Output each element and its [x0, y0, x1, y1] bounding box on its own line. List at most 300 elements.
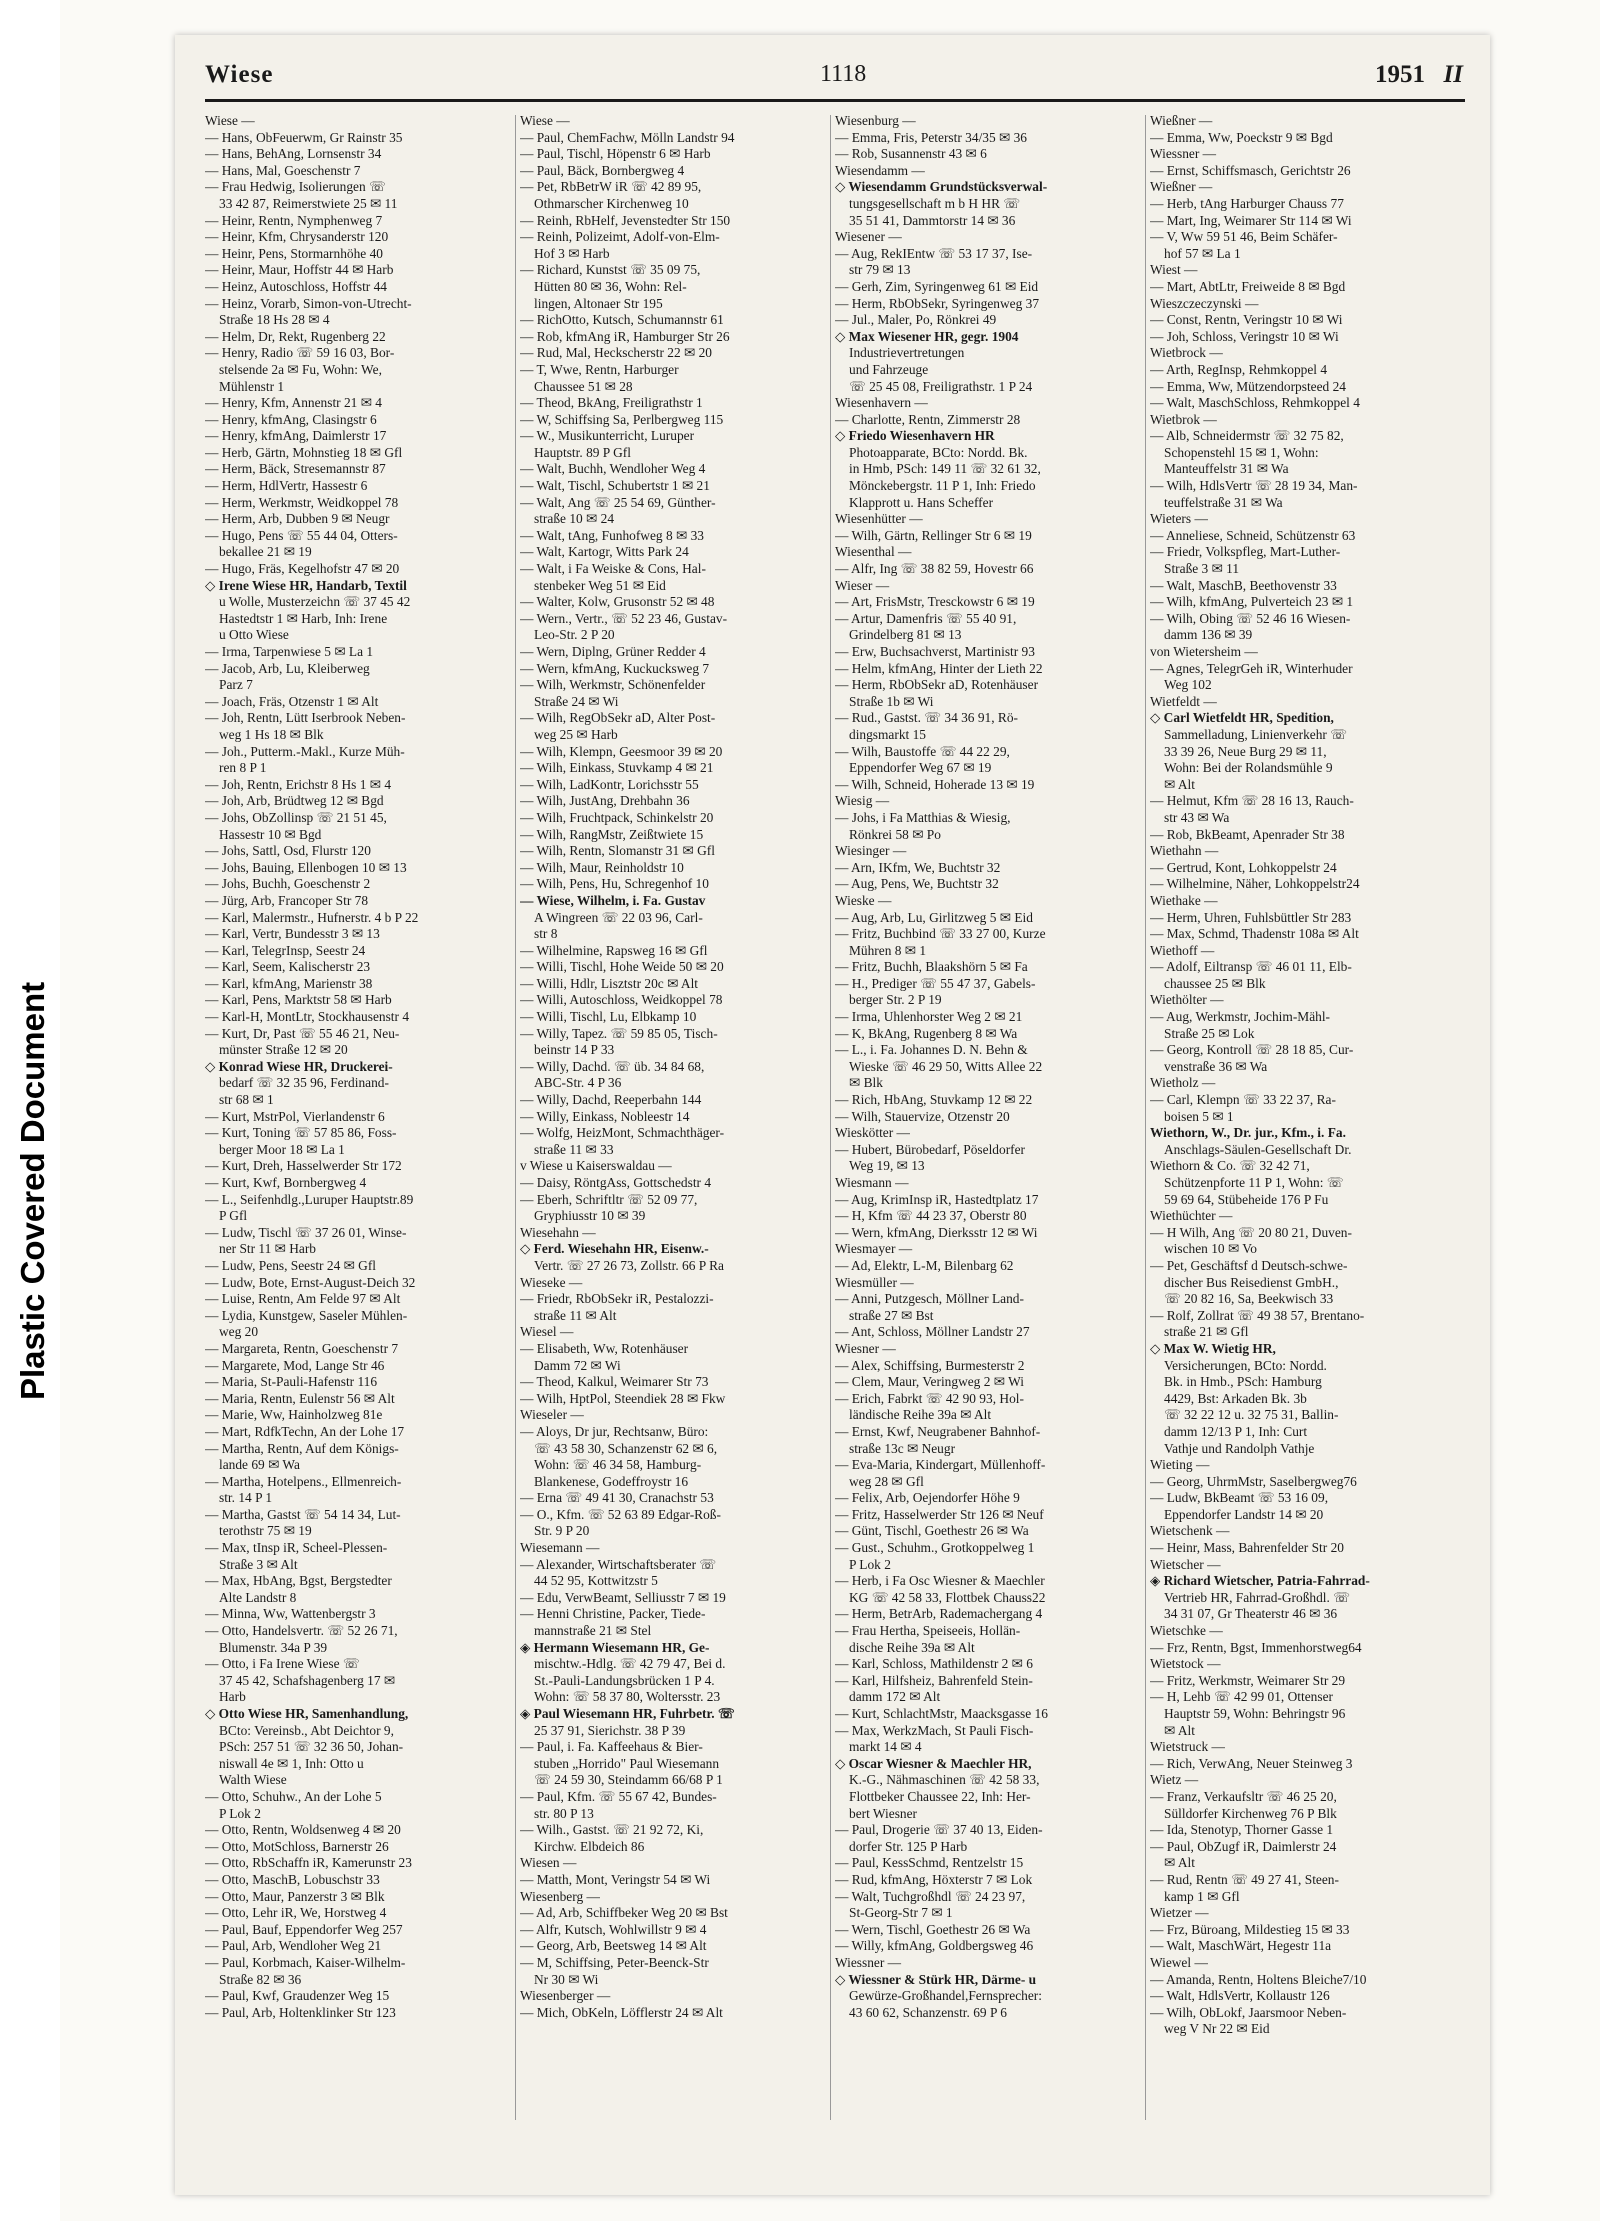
directory-entry-line: — Willy, Tapez. ☏ 59 85 05, Tisch- — [520, 1025, 718, 1041]
directory-entry-line: — Wilh, HptPol, Steendiek 28 ✉ Fkw — [520, 1390, 726, 1406]
directory-entry-line: Wieseke — — [520, 1274, 583, 1290]
directory-entry-line: weg 20 — [219, 1324, 259, 1340]
directory-entry-line: Wietholz — — [1150, 1075, 1216, 1091]
directory-entry-line: Wiesmayer — — [835, 1241, 913, 1257]
directory-entry-line: straße 21 ✉ Gfl — [1164, 1324, 1249, 1340]
directory-entry-line: — Wilh, kfmAng, Pulverteich 23 ✉ 1 — [1150, 594, 1354, 610]
directory-entry-line: — Wilhelmine, Näher, Lohkoppelstr24 — [1150, 876, 1360, 892]
directory-entry-line: — M, Schiffsing, Peter-Beenck-Str — [520, 1954, 709, 1970]
directory-entry-line: — Wilh, Gärtn, Rellinger Str 6 ✉ 19 — [835, 527, 1032, 543]
directory-entry-line: 33 39 26, Neue Burg 29 ✉ 11, — [1164, 743, 1327, 759]
directory-entry-line: Wiesenhütter — — [835, 511, 923, 527]
directory-entry-line: — Pet, RbBetrW iR ☏ 42 89 95, — [520, 179, 702, 195]
directory-entry-line: Photoapparate, BCto: Nordd. Bk. — [849, 444, 1028, 460]
directory-entry-line: kamp 1 ✉ Gfl — [1164, 1888, 1240, 1904]
column-3 — [835, 113, 1140, 2123]
directory-entry-line: Mönckebergstr. 11 P 1, Inh: Friedo — [849, 478, 1036, 494]
directory-entry-line: — Hans, Mal, Goeschenstr 7 — [205, 162, 361, 178]
directory-entry-line: — Günt, Tischl, Goethestr 26 ✉ Wa — [835, 1523, 1029, 1539]
directory-entry-line: Wietstock — — [1150, 1656, 1221, 1672]
directory-entry-line: — Hans, BehAng, Lornsenstr 34 — [205, 146, 382, 162]
directory-entry-line: — Jul., Maler, Po, Rönkrei 49 — [835, 312, 997, 328]
directory-entry-line: 43 60 62, Schanzenstr. 69 P 6 — [849, 2004, 1007, 2020]
directory-entry-line: — Wilh, Fruchtpack, Schinkelstr 20 — [520, 809, 714, 825]
directory-entry-line: — Helm, Dr, Rekt, Rugenberg 22 — [205, 328, 386, 344]
directory-entry-line: — Paul, Arb, Holtenklinker Str 123 — [205, 2004, 396, 2020]
directory-entry-line: — Martha, Hotelpens., Ellmenreich- — [205, 1473, 402, 1489]
directory-entry-line: — Erw, Buchsachverst, Martinistr 93 — [835, 644, 1035, 659]
directory-entry-line: venstraße 36 ✉ Wa — [1164, 1058, 1268, 1074]
directory-entry-line: — Friedr, RbObSekr iR, Pestalozzi- — [520, 1291, 714, 1307]
directory-entry-line: — Anni, Putzgesch, Möllner Land- — [835, 1291, 1024, 1307]
directory-entry-line: Str. 9 P 20 — [534, 1523, 590, 1539]
directory-entry-line: — Johs, Bauing, Ellenbogen 10 ✉ 13 — [205, 859, 407, 875]
directory-entry-line: str. 80 P 13 — [534, 1805, 594, 1821]
directory-entry-line: — Maria, St-Pauli-Hafenstr 116 — [205, 1374, 378, 1390]
header-page-number: 1118 — [820, 61, 867, 87]
directory-entry-line: Straße 3 ✉ Alt — [219, 1556, 298, 1572]
directory-entry-line: mannstraße 21 ✉ Stel — [534, 1623, 652, 1639]
directory-entry-line: ✉ Alt — [1164, 776, 1195, 792]
directory-entry-line: — W, Schiffsing Sa, Perlbergweg 115 — [520, 411, 724, 427]
directory-entry-line: — Margareta, Rentn, Goeschenstr 7 — [205, 1340, 399, 1356]
directory-page — [175, 35, 1490, 2195]
directory-entry-line: — Walt, Kartogr, Witts Park 24 — [520, 544, 689, 560]
directory-entry-line: — Herm, RbObSekr aD, Rotenhäuser — [835, 677, 1039, 693]
directory-entry-line: — Otto, Schuhw., An der Lohe 5 — [205, 1788, 382, 1804]
directory-entry-line: Eppendorfer Weg 67 ✉ 19 — [849, 760, 992, 776]
directory-entry-line: teuffelstraße 31 ✉ Wa — [1164, 494, 1283, 510]
directory-entry-line: Wiesenthal — — [835, 544, 912, 560]
directory-entry-line: — Ida, Stenotyp, Thorner Gasse 1 — [1150, 1822, 1334, 1838]
directory-entry-line: Straße 18 Hs 28 ✉ 4 — [219, 312, 330, 328]
directory-entry-line: straße 27 ✉ Bst — [849, 1307, 934, 1323]
directory-entry-line: — Const, Rentn, Veringstr 10 ✉ Wi — [1150, 312, 1343, 328]
directory-entry-line: Blumenstr. 34a P 39 — [219, 1639, 328, 1655]
directory-entry-line: — Helm, kfmAng, Hinter der Lieth 22 — [835, 660, 1043, 676]
directory-entry-line: u Wolle, Musterzeichn ☏ 37 45 42 — [219, 594, 411, 610]
directory-entry-line: — Ludw, Pens, Seestr 24 ✉ Gfl — [205, 1257, 377, 1273]
directory-entry-line: — Wern, Tischl, Goethestr 26 ✉ Wa — [835, 1921, 1031, 1937]
directory-entry-line: — Wilh, Pens, Hu, Schregenhof 10 — [520, 876, 709, 892]
directory-entry-line: ländische Reihe 39a ✉ Alt — [849, 1407, 992, 1423]
directory-entry-line: — Georg, Arb, Beetsweg 14 ✉ Alt — [520, 1938, 707, 1954]
directory-entry-line: — Rud, Mal, Heckscherstr 22 ✉ 20 — [520, 345, 712, 361]
directory-entry-line: — Walt, HdlsVertr, Kollaustr 126 — [1150, 1988, 1330, 2004]
directory-entry-line: dische Reihe 39a ✉ Alt — [849, 1639, 975, 1655]
directory-entry-line: ◇ Wiesendamm Grundstücksverwal- — [835, 179, 1048, 195]
directory-entry-line: Wiesener — — [835, 229, 902, 245]
directory-entry-line: ☏ 24 59 30, Steindamm 66/68 P 1 — [534, 1772, 723, 1788]
directory-entry-line: hof 57 ✉ La 1 — [1164, 245, 1241, 261]
directory-entry-line: Wiethüchter — — [1150, 1208, 1233, 1224]
directory-entry-line: — Ernst, Schiffsmasch, Gerichtstr 26 — [1150, 162, 1351, 178]
directory-entry-line: — Charlotte, Rentn, Zimmerstr 28 — [835, 411, 1021, 427]
directory-entry-line: ◇ Konrad Wiese HR, Druckerei- — [205, 1058, 393, 1074]
directory-entry-line: tungsgesellschaft m b H HR ☏ — [849, 195, 1021, 211]
directory-entry-line: — RichOtto, Kutsch, Schumannstr 61 — [520, 312, 724, 328]
header-volume: II — [1443, 61, 1463, 88]
directory-entry-line: — Wilh, Obing ☏ 52 46 16 Wiesen- — [1150, 610, 1351, 626]
directory-entry-line: — Theod, Kalkul, Weimarer Str 73 — [520, 1374, 709, 1390]
directory-entry-line: Straße 1b ✉ Wi — [849, 693, 934, 709]
directory-entry-line: — Walter, Kolw, Grusonstr 52 ✉ 48 — [520, 594, 715, 610]
directory-entry-line: — Paul, Kfm. ☏ 55 67 42, Bundes- — [520, 1788, 717, 1804]
directory-entry-line: Nr 30 ✉ Wi — [534, 1971, 599, 1987]
directory-entry-line: Wiesendamm — — [835, 162, 925, 178]
directory-entry-line: in Hmb, PSch: 149 11 ☏ 32 61 32, — [849, 461, 1041, 477]
directory-entry-line: — Walt, i Fa Weiske & Cons, Hal- — [520, 561, 706, 577]
directory-entry-line: — Max, tInsp iR, Scheel-Plessen- — [205, 1540, 388, 1556]
directory-entry-line: — Fritz, Hasselwerder Str 126 ✉ Neuf — [835, 1506, 1044, 1522]
directory-entry-line: — Otto, Rentn, Woldsenweg 4 ✉ 20 — [205, 1822, 401, 1838]
directory-entry-line: von Wietersheim — — [1150, 644, 1258, 659]
directory-entry-line: — Elisabeth, Ww, Rotenhäuser — [520, 1340, 689, 1356]
directory-entry-line: Wieseler — — [520, 1407, 584, 1423]
directory-entry-line: — Joach, Fräs, Otzenstr 1 ✉ Alt — [205, 693, 379, 709]
directory-entry-line: — Matth, Mont, Veringstr 54 ✉ Wi — [520, 1871, 711, 1887]
header-year: 1951 — [1375, 61, 1425, 88]
directory-entry-line: — Herm, RbObSekr, Syringenweg 37 — [835, 295, 1040, 311]
directory-entry-line: — Otto, Lehr iR, We, Horstweg 4 — [205, 1905, 387, 1921]
column-divider — [1145, 115, 1146, 2120]
directory-entry-line: str 79 ✉ 13 — [849, 262, 911, 278]
directory-entry-line: — Paul, Bauf, Eppendorfer Weg 257 — [205, 1921, 403, 1937]
directory-entry-line: Wiethorn, W., Dr. jur., Kfm., i. Fa. — [1150, 1125, 1346, 1141]
directory-entry-line: — Wern, kfmAng, Dierksstr 12 ✉ Wi — [835, 1224, 1038, 1240]
directory-entry-line: — Alex, Schiffsing, Burmesterstr 2 — [835, 1357, 1025, 1373]
directory-entry-line: — Anneliese, Schneid, Schützenstr 63 — [1150, 527, 1356, 543]
directory-entry-line: — Lydia, Kunstgew, Saseler Mühlen- — [205, 1307, 408, 1323]
directory-entry-line: — Heinr, Kfm, Chrysanderstr 120 — [205, 229, 389, 245]
directory-entry-line: — Aug, KrimInsp iR, Hastedtplatz 17 — [835, 1191, 1039, 1207]
directory-entry-line: PSch: 257 51 ☏ 32 36 50, Johan- — [219, 1739, 404, 1755]
directory-entry-line: Alte Landstr 8 — [219, 1589, 297, 1605]
directory-entry-line: ◈ Paul Wiesemann HR, Fuhrbetr. ☏ — [520, 1706, 735, 1721]
directory-entry-line: lingen, Altonaer Str 195 — [534, 295, 663, 311]
directory-entry-line: — Karl, Pens, Marktstr 58 ✉ Harb — [205, 992, 392, 1008]
directory-entry-line: — Joh, Rentn, Erichstr 8 Hs 1 ✉ 4 — [205, 776, 392, 792]
directory-entry-line: ◈ Richard Wietscher, Patria-Fahrrad- — [1150, 1573, 1370, 1589]
directory-entry-line: u Otto Wiese — [219, 627, 289, 643]
directory-entry-line: — Minna, Ww, Wattenbergstr 3 — [205, 1606, 376, 1622]
directory-entry-line: — Heinz, Autoschloss, Hoffstr 44 — [205, 278, 388, 294]
directory-entry-line: — Wilh, Stauervize, Otzenstr 20 — [835, 1108, 1010, 1124]
directory-entry-line: 44 52 95, Kottwitzstr 5 — [534, 1573, 658, 1589]
directory-entry-line: — Wilh, ObLokf, Jaarsmoor Neben- — [1150, 2004, 1347, 2020]
directory-entry-line: — Max, Schmd, Thadenstr 108a ✉ Alt — [1150, 926, 1359, 942]
directory-entry-line: Straße 82 ✉ 36 — [219, 1971, 302, 1987]
directory-entry-line: — Willi, Tischl, Lu, Elbkamp 10 — [520, 1009, 697, 1025]
directory-entry-line: — Helmut, Kfm ☏ 28 16 13, Rauch- — [1150, 793, 1354, 809]
directory-entry-line: Wietstruck — — [1150, 1739, 1225, 1755]
directory-entry-line: ◇ Oscar Wiesner & Maechler HR, — [835, 1755, 1032, 1771]
directory-entry-line: ◇ Carl Wietfeldt HR, Spedition, — [1150, 710, 1334, 726]
directory-entry-line: dingsmarkt 15 — [849, 726, 926, 742]
column-2 — [520, 113, 825, 2123]
directory-entry-line: — Paul, Bäck, Bornbergweg 4 — [520, 162, 685, 178]
directory-entry-line: 37 45 42, Schafshagenberg 17 ✉ — [219, 1672, 396, 1688]
directory-entry-line: damm 172 ✉ Alt — [849, 1689, 941, 1705]
directory-entry-line: — Heinr, Mass, Bahrenfelder Str 20 — [1150, 1540, 1344, 1556]
directory-entry-line: — Ludw, BkBeamt ☏ 53 16 09, — [1150, 1490, 1329, 1506]
directory-entry-line: — Heinr, Pens, Stormarnhöhe 40 — [205, 245, 383, 261]
directory-entry-line: Wiessner — — [1150, 146, 1217, 162]
directory-entry-line: Wietbrock — — [1150, 345, 1223, 361]
directory-entry-line: — Reinh, Polizeimt, Adolf-von-Elm- — [520, 229, 720, 245]
directory-entry-line: — Martha, Gastst ☏ 54 14 34, Lut- — [205, 1506, 401, 1522]
directory-entry-line: — Maria, Rentn, Eulenstr 56 ✉ Alt — [205, 1390, 395, 1406]
directory-entry-line: Wiesenburg — — [835, 113, 916, 128]
directory-entry-line: ◇ Friedo Wiesenhavern HR — [835, 428, 995, 444]
directory-entry-line: — Alexander, Wirtschaftsberater ☏ — [520, 1556, 717, 1572]
directory-entry-line: — Karl, Seem, Kalischerstr 23 — [205, 959, 371, 975]
directory-entry-line: — Wilh, HdlsVertr ☏ 28 19 34, Man- — [1150, 478, 1358, 494]
directory-entry-line: — Herm, BetrArb, Rademachergang 4 — [835, 1606, 1043, 1622]
directory-entry-line: ✉ Alt — [1164, 1722, 1195, 1738]
directory-entry-line: weg 28 ✉ Gfl — [849, 1473, 924, 1489]
directory-entry-line: — Willy, kfmAng, Goldbergsweg 46 — [835, 1938, 1034, 1954]
directory-entry-line: Hastedtstr 1 ✉ Harb, Inh: Irene — [219, 610, 388, 626]
directory-entry-line: — Aug, Werkmstr, Jochim-Mähl- — [1150, 1009, 1331, 1025]
directory-entry-line: — Kurt, SchlachtMstr, Maacksgasse 16 — [835, 1706, 1048, 1721]
directory-entry-line: — Paul, Arb, Wendloher Weg 21 — [205, 1938, 382, 1954]
directory-entry-line: und Fahrzeuge — [849, 361, 929, 377]
directory-entry-line: Wietbrok — — [1150, 411, 1217, 427]
directory-entry-line: — Wern, Diplng, Grüner Redder 4 — [520, 644, 706, 659]
directory-entry-line: — Herb, Gärtn, Mohnstieg 18 ✉ Gfl — [205, 444, 403, 460]
directory-entry-line: — Walt, Tuchgroßhdl ☏ 24 23 97, — [835, 1888, 1026, 1904]
directory-entry-line: — Fritz, Werkmstr, Weimarer Str 29 — [1150, 1672, 1346, 1688]
directory-entry-line: ◇ Irene Wiese HR, Handarb, Textil — [205, 577, 407, 593]
directory-entry-line: — Walt, MaschWärt, Hegestr 11a — [1150, 1938, 1332, 1954]
directory-entry-line: — Irma, Uhlenhorster Weg 2 ✉ 21 — [835, 1009, 1023, 1025]
directory-entry-line: bert Wiesner — [849, 1805, 917, 1821]
directory-entry-line: — Willy, Dachd, Reeperbahn 144 — [520, 1092, 702, 1108]
directory-entry-line: — Otto, Handelsvertr. ☏ 52 26 71, — [205, 1623, 398, 1639]
directory-entry-line: Wietschke — — [1150, 1623, 1223, 1639]
directory-entry-line: 34 31 07, Gr Theaterstr 46 ✉ 36 — [1164, 1606, 1338, 1622]
directory-entry-line: str 8 — [534, 926, 558, 942]
directory-entry-line: — Ant, Schloss, Möllner Landstr 27 — [835, 1324, 1030, 1340]
directory-entry-line: Vertr. ☏ 27 26 73, Zollstr. 66 P Ra — [534, 1257, 724, 1273]
directory-entry-line: — Herm, Arb, Dubben 9 ✉ Neugr — [205, 511, 390, 527]
directory-entry-line: P Lok 2 — [219, 1805, 261, 1821]
directory-entry-line: — Alfr, Kutsch, Wohlwillstr 9 ✉ 4 — [520, 1921, 707, 1937]
directory-entry-line: — Johs, Buchh, Goeschenstr 2 — [205, 876, 371, 892]
directory-entry-line: — Walt, MaschSchloss, Rehmkoppel 4 — [1150, 395, 1360, 411]
directory-entry-line: Klapprott u. Hans Scheffer — [849, 494, 994, 510]
directory-entry-line: wischen 10 ✉ Vo — [1164, 1241, 1257, 1257]
directory-entry-line: — Willy, Einkass, Nobleestr 14 — [520, 1108, 690, 1124]
directory-entry-line: — Wilh, RangMstr, Zeißtwiete 15 — [520, 826, 704, 842]
directory-entry-line: — H, Lehb ☏ 42 99 01, Ottenser — [1150, 1689, 1333, 1705]
directory-entry-line: — T, Wwe, Rentn, Harburger — [520, 361, 679, 377]
directory-entry-line: — Arth, RegInsp, Rehmkoppel 4 — [1150, 361, 1328, 377]
directory-entry-line: Hauptstr. 89 P Gfl — [534, 444, 631, 460]
directory-entry-line: Wiesenberg — — [520, 1888, 600, 1904]
directory-entry-line: Wieske ☏ 46 29 50, Witts Allee 22 — [849, 1058, 1043, 1074]
directory-entry-line: Wiesel — — [520, 1324, 574, 1340]
directory-entry-line: 33 42 87, Reimerstwiete 25 ✉ 11 — [219, 195, 398, 211]
directory-entry-line: terothstr 75 ✉ 19 — [219, 1523, 312, 1539]
directory-entry-line: — Karl, Hilfsheiz, Bahrenfeld Stein- — [835, 1672, 1033, 1688]
directory-entry-line: damm 136 ✉ 39 — [1164, 627, 1253, 643]
directory-entry-line: — Luise, Rentn, Am Felde 97 ✉ Alt — [205, 1291, 401, 1307]
directory-entry-line: — Adolf, Eiltransp ☏ 46 01 11, Elb- — [1150, 959, 1352, 975]
directory-entry-line: Hütten 80 ✉ 36, Wohn: Rel- — [534, 278, 687, 294]
directory-entry-line: — Jacob, Arb, Lu, Kleiberweg — [205, 660, 370, 676]
directory-entry-line: — Theod, BkAng, Freiligrathstr 1 — [520, 395, 703, 411]
directory-entry-line: mischtw.-Hdlg. ☏ 42 79 47, Bei d. — [534, 1656, 726, 1672]
directory-entry-line: A Wingreen ☏ 22 03 96, Carl- — [534, 909, 703, 925]
directory-entry-line: — Margarete, Mod, Lange Str 46 — [205, 1357, 385, 1373]
directory-entry-line: Wieting — — [1150, 1457, 1210, 1473]
directory-entry-line: ✉ Alt — [1164, 1855, 1195, 1871]
directory-entry-line: Hassestr 10 ✉ Bgd — [219, 826, 322, 842]
directory-entry-line: Vertrieb HR, Fahrrad-Großhdl. ☏ — [1164, 1589, 1350, 1605]
directory-entry-line: — Otto, i Fa Irene Wiese ☏ — [205, 1656, 360, 1672]
directory-entry-line: ren 8 P 1 — [219, 760, 267, 776]
directory-entry-line: — Wern., Vertr., ☏ 52 23 46, Gustav- — [520, 610, 728, 626]
directory-entry-line: — Ernst, Kwf, Neugrabener Bahnhof- — [835, 1423, 1041, 1439]
directory-entry-line: Wieskötter — — [835, 1125, 910, 1141]
directory-entry-line: Wiese — — [205, 113, 255, 128]
directory-entry-line: Sülldorfer Kirchenweg 76 P Blk — [1164, 1805, 1337, 1821]
directory-entry-line: Gewürze-Großhandel,Fernsprecher: — [849, 1988, 1042, 2004]
directory-entry-line: Wietscher — — [1150, 1556, 1221, 1572]
directory-entry-line: — Wilh, Werkmstr, Schönenfelder — [520, 677, 706, 693]
directory-entry-line: Blankenese, Godeffroystr 16 — [534, 1473, 689, 1489]
directory-entry-line: — Alfr, Ing ☏ 38 82 59, Hovestr 66 — [835, 561, 1034, 577]
directory-entry-line: — Mart, Ing, Weimarer Str 114 ✉ Wi — [1150, 212, 1352, 228]
directory-entry-line: — Paul, Kwf, Graudenzer Weg 15 — [205, 1988, 390, 2004]
directory-entry-line: — Kurt, Dr, Past ☏ 55 46 21, Neu- — [205, 1025, 400, 1041]
directory-entry-line: — Wilhelmine, Rapsweg 16 ✉ Gfl — [520, 942, 708, 958]
directory-entry-line: Wiesig — — [835, 793, 890, 809]
directory-entry-line: Schopenstehl 15 ✉ 1, Wohn: — [1164, 444, 1319, 460]
header-guide-word: Wiese — [205, 61, 274, 88]
directory-entry-line: — Rob, BkBeamt, Apenrader Str 38 — [1150, 826, 1345, 842]
directory-entry-line: Straße 25 ✉ Lok — [1164, 1025, 1255, 1041]
directory-entry-line: berger Str. 2 P 19 — [849, 992, 942, 1008]
directory-entry-line: Wieszczeczynski — — [1150, 295, 1259, 311]
directory-entry-line: ◈ Hermann Wiesemann HR, Ge- — [520, 1639, 710, 1655]
directory-entry-line: v Wiese u Kaiserswaldau — — [520, 1158, 672, 1174]
directory-entry-line: — L., i. Fa. Johannes D. N. Behn & — [835, 1042, 1028, 1058]
directory-entry-line: Straße 3 ✉ 11 — [1164, 561, 1240, 577]
directory-entry-line: Eppendorfer Landstr 14 ✉ 20 — [1164, 1506, 1324, 1522]
directory-entry-line: — Rolf, Zollrat ☏ 49 38 57, Brentano- — [1150, 1307, 1365, 1323]
directory-entry-line: — K, BkAng, Rugenberg 8 ✉ Wa — [835, 1025, 1018, 1041]
directory-entry-line: — Heinr, Rentn, Nymphenweg 7 — [205, 212, 383, 228]
directory-entry-line: — V, Ww 59 51 46, Beim Schäfer- — [1150, 229, 1338, 245]
directory-entry-line: — Rich, VerwAng, Neuer Steinweg 3 — [1150, 1755, 1353, 1771]
directory-entry-line: Parz 7 — [219, 677, 253, 693]
directory-entry-line: — Willy, Dachd. ☏ üb. 34 84 68, — [520, 1058, 705, 1074]
directory-entry-line: — Mart, AbtLtr, Freiweide 8 ✉ Bgd — [1150, 278, 1346, 294]
directory-entry-line: straße 10 ✉ 24 — [534, 511, 615, 527]
directory-entry-line: — Karl, Schloss, Mathildenstr 2 ✉ 6 — [835, 1656, 1033, 1672]
directory-entry-line: ☏ 20 82 16, Sa, Beekwisch 33 — [1164, 1291, 1334, 1307]
directory-entry-line: — Henry, Kfm, Annenstr 21 ✉ 4 — [205, 395, 382, 411]
directory-entry-line: lande 69 ✉ Wa — [219, 1457, 300, 1473]
directory-entry-line: dorfer Str. 125 P Harb — [849, 1838, 968, 1854]
directory-entry-line: Wiese — — [520, 113, 570, 128]
directory-entry-line: — H, Kfm ☏ 44 23 37, Oberstr 80 — [835, 1208, 1027, 1224]
directory-entry-line: straße 11 ✉ 33 — [534, 1141, 614, 1157]
directory-entry-line: Wohn: ☏ 58 37 80, Woltersstr. 23 — [534, 1689, 721, 1705]
directory-entry-line: Wießner — — [1150, 179, 1213, 195]
directory-entry-line: — Herb, i Fa Osc Wiesner & Maechler — [835, 1573, 1045, 1589]
directory-entry-line: weg 1 Hs 18 ✉ Blk — [219, 726, 324, 742]
directory-entry-line: — Johs, Sattl, Osd, Flurstr 120 — [205, 843, 371, 859]
directory-entry-line: — Wilh, JustAng, Drehbahn 36 — [520, 793, 690, 809]
directory-entry-line: — Wilh., Gastst. ☏ 21 92 72, Ki, — [520, 1822, 704, 1838]
directory-entry-line: — Frau Hertha, Speiseeis, Hollän- — [835, 1623, 1021, 1639]
directory-entry-line: — Wilh, LadKontr, Lorichsstr 55 — [520, 776, 699, 792]
directory-entry-line: — W., Musikunterricht, Luruper — [520, 428, 695, 444]
directory-entry-line: — Otto, RbSchaffn iR, Kamerunstr 23 — [205, 1855, 412, 1871]
directory-entry-line: — Henni Christine, Packer, Tiede- — [520, 1606, 706, 1622]
directory-entry-line: niswall 4e ✉ 1, Inh: Otto u — [219, 1755, 364, 1771]
directory-entry-line: stuben „Horrido" Paul Wiesemann — [534, 1755, 720, 1771]
directory-entry-line: — Martha, Rentn, Auf dem Königs- — [205, 1440, 399, 1456]
directory-entry-line: ◇ Max Wiesener HR, gegr. 1904 — [835, 328, 1019, 344]
directory-entry-line: — Heinz, Vorarb, Simon-von-Utrecht- — [205, 295, 412, 311]
directory-entry-line: Hauptstr 59, Wohn: Behringstr 96 — [1164, 1706, 1346, 1721]
directory-entry-line: — Johs, ObZollinsp ☏ 21 51 45, — [205, 809, 387, 825]
directory-entry-line: Schützenpforte 11 P 1, Wohn: ☏ — [1164, 1175, 1344, 1190]
directory-entry-line: Industrievertretungen — [849, 345, 965, 361]
directory-entry-line: — Wilh, Baustoffe ☏ 44 22 29, — [835, 743, 1010, 759]
directory-entry-line: — Frau Hedwig, Isolierungen ☏ — [205, 179, 386, 195]
directory-entry-line: — Herb, tAng Harburger Chauss 77 — [1150, 195, 1344, 211]
directory-entry-line: — Fritz, Buchbind ☏ 33 27 00, Kurze — [835, 926, 1046, 942]
directory-entry-line: — Alb, Schneidermstr ☏ 32 75 82, — [1150, 428, 1344, 444]
directory-entry-line: Wiesinger — — [835, 843, 907, 859]
directory-entry-line: — O., Kfm. ☏ 52 63 89 Edgar-Roß- — [520, 1506, 721, 1522]
directory-entry-line: Damm 72 ✉ Wi — [534, 1357, 621, 1373]
directory-entry-line: — Paul, i. Fa. Kaffeehaus & Bier- — [520, 1739, 703, 1755]
directory-entry-line: Grindelberg 81 ✉ 13 — [849, 627, 962, 643]
directory-entry-line: — Eva-Maria, Kindergart, Müllenhoff- — [835, 1457, 1046, 1473]
directory-entry-line: 35 51 41, Dammtorstr 14 ✉ 36 — [849, 212, 1016, 228]
directory-entry-line: ☏ 25 45 08, Freiligrathstr. 1 P 24 — [849, 378, 1033, 394]
directory-entry-line: — Jürg, Arb, Francoper Str 78 — [205, 892, 369, 908]
directory-entry-line: Wiesen — — [520, 1855, 577, 1871]
directory-entry-line: — Henry, kfmAng, Daimlerstr 17 — [205, 428, 387, 444]
directory-entry-line: ☏ 43 58 30, Schanzenstr 62 ✉ 6, — [534, 1440, 718, 1456]
directory-entry-line: ABC-Str. 4 P 36 — [534, 1075, 622, 1091]
directory-entry-line: Wohn: Bei der Rolandsmühle 9 — [1164, 760, 1333, 776]
directory-entry-line: — Max, HbAng, Bgst, Bergstedter — [205, 1573, 392, 1589]
directory-entry-line: chaussee 25 ✉ Blk — [1164, 975, 1266, 991]
column-divider — [515, 115, 516, 2120]
header-rule — [205, 99, 1465, 102]
directory-entry-line: boisen 5 ✉ 1 — [1164, 1108, 1234, 1124]
directory-entry-line: — Amanda, Rentn, Holtens Bleiche7/10 — [1150, 1971, 1367, 1987]
directory-entry-line: P Gfl — [219, 1208, 248, 1224]
directory-entry-line: — Reinh, RbHelf, Jevenstedter Str 150 — [520, 212, 731, 228]
plastic-cover-label: Plastic Covered Document — [14, 981, 51, 1400]
column-divider — [830, 115, 831, 2120]
directory-entry-line: Hof 3 ✉ Harb — [534, 245, 610, 261]
directory-entry-line: Wiest — — [1150, 262, 1198, 278]
directory-entry-line: — Wilh, Rentn, Slomanstr 31 ✉ Gfl — [520, 843, 715, 859]
directory-entry-line: Wieser — — [835, 577, 890, 593]
side-strip — [0, 0, 60, 2221]
